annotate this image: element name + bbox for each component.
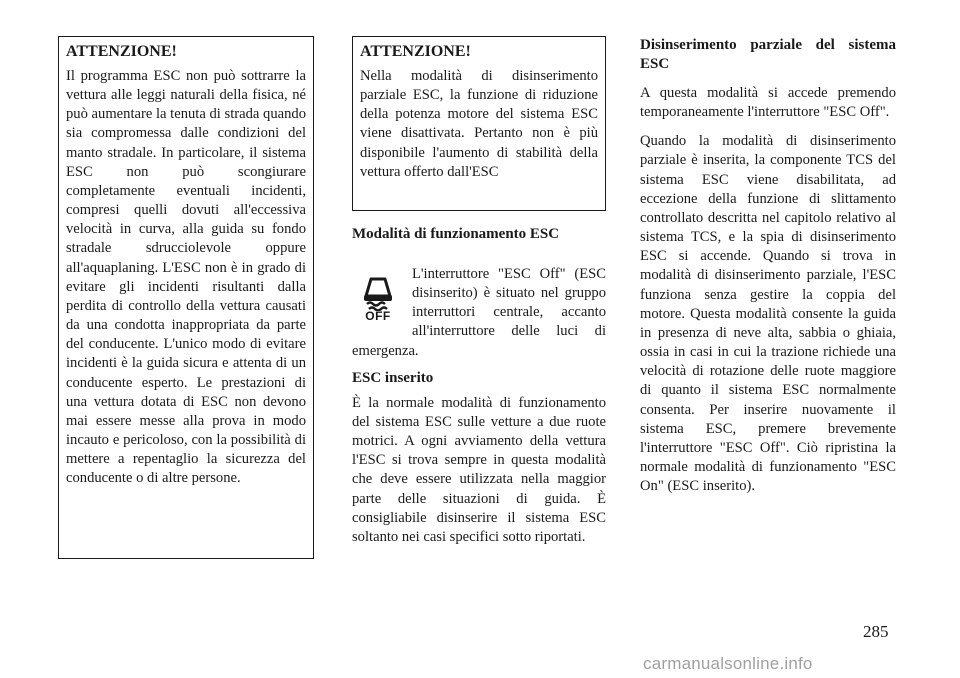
partial-disable-para-2: Quando la modalità di disinserimento parziale è inserita, la componente TCS del sistema ESC viene disabilitata, ad eccezione della funzione di slittamento controllato descritta nel capitolo relativo al sistema TCS, e la spia di disinserimento ESC si accende. Quando si trova in modalità di disinserimento parziale, l'ESC funziona senza gestire la coppia del motore. Questa modalità consente la guida in presenza di neve alta, sabbia o ghiaia, ossia in casi in cui la trazione richiede una velocità di rotazione delle ruote maggiore di quanto il sistema ESC normalmente consenta. Per inserire nuovamente il sistema ESC, premere brevemente l'interruttore "ESC Off". Ciò ripristina la normale modalità di funzionamento "ESC On" (ESC inserito). [640,133,896,495]
esc-on-heading: ESC inserito [352,369,434,386]
esc-off-icon [358,277,398,329]
warning-title: ATTENZIONE! [66,43,177,60]
warning-box-middle [352,36,606,211]
column-right [640,36,896,496]
section-heading: Modalità di funzionamento ESC [352,226,560,242]
switch-paragraph-block [352,265,606,361]
partial-disable-heading: Disinserimento parziale del sistema ESC [640,37,896,72]
warning-title: ATTENZIONE! [360,43,471,60]
esc-off-icon-label: OFF [365,309,391,323]
warning-body: Il programma ESC non può sottrarre la vettura alle leggi naturali della fisica, né può aumentare la tenuta di strada quando sia compromessa dalle condizioni del manto stradale. In particolare, il sistema ESC non può scongiurare completamente eventuali incidenti, compresi quelli dovuti all'eccessiva velocità in curva, alla guida su fondo stradale sdrucciolevole oppure all'aquaplaning. L'ESC non è in grado di evitare gli incidenti risultanti dalla perdita di controllo della vettura causati da una condotta inappropriata da parte del conducente. L'unico modo di evitare incidenti è la guida sicura e attenta di un conducente esperto. Le prestazioni di una vettura dotata di ESC non devono mai essere messe alla prova in modo incauto e pericoloso, con la possibilità di mettere a repentaglio la sicurezza del conducente o di altre persone. [66,68,306,487]
column-left [58,36,314,559]
page-number: 285 [863,622,889,641]
column-middle [352,36,606,547]
switch-paragraph: L'interruttore "ESC Off" (ESC disinserito) è situato nel gruppo interruttori centrale, accanto all'interruttore delle luci di emergenza. [352,266,606,359]
warning-box-left [58,36,314,559]
warning-body: Nella modalità di disinserimento parziale ESC, la funzione di riduzione della potenza motore del sistema ESC viene disattivata. Pertanto non è più disponibile l'aumento di stabilità della vettura offerto dall'ESC [360,68,598,180]
partial-disable-para-1: A questa modalità si accede premendo temporaneamente l'interruttore "ESC Off". [640,85,896,121]
watermark: carmanualsonline.info [643,654,813,673]
esc-on-paragraph: È la normale modalità di funzionamento del sistema ESC sulle vetture a due ruote motrici. A ogni avviamento della vettura l'ESC si trova sempre in questa modalità che deve essere utilizzata nella maggior parte delle situazioni di guida. È consigliabile disinserire il sistema ESC soltanto nei casi specifici sotto riportati. [352,394,606,545]
